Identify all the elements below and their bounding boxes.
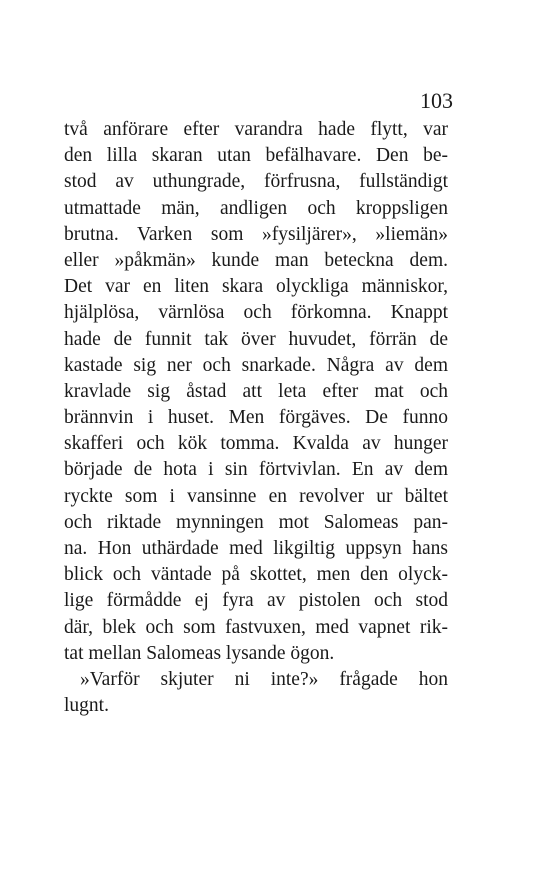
text-line: hade de funnit tak över huvudet, förrän de xyxy=(64,328,448,350)
text-line: där, blek och som fastvuxen, med vapnet rik- xyxy=(64,616,448,638)
text-line: två anförare efter varandra hade flytt, var xyxy=(64,119,448,140)
text-line: började de hota i sin förtvivlan. En av dem xyxy=(64,459,448,481)
text-line: kravlade sig åstad att leta efter mat och xyxy=(64,380,448,402)
text-line: eller »påkmän» kunde man beteckna dem. xyxy=(64,249,448,271)
text-line: »Varför skjuter ni inte?» frågade hon xyxy=(80,668,448,690)
text-line: Det var en liten skara olyckliga människor, xyxy=(64,276,448,298)
text-line: stod av uthungrade, förfrusna, fullständigt xyxy=(64,171,448,193)
text-line: skafferi och kök tomma. Kvalda av hunger xyxy=(64,433,448,455)
text-line: den lilla skaran utan befälhavare. Den be- xyxy=(64,145,448,167)
text-line: brutna. Varken som »fysiljärer», »liemän» xyxy=(64,223,448,245)
text-line: lugnt. xyxy=(64,695,109,717)
text-line: kastade sig ner och snarkade. Några av dem xyxy=(64,354,448,376)
text-line: brännvin i huset. Men förgäves. De funno xyxy=(64,407,448,429)
body-text xyxy=(64,117,448,719)
text-line: ryckte som i vansinne en revolver ur bältet xyxy=(64,485,448,507)
text-line: na. Hon uthärdade med likgiltig uppsyn hans xyxy=(64,538,448,559)
text-line: och riktade mynningen mot Salomeas pan- xyxy=(64,511,448,533)
text-line: utmattade män, andligen och kroppsligen xyxy=(64,197,448,219)
text-line: blick och väntade på skottet, men den olyck- xyxy=(64,564,448,586)
text-line: hjälplösa, värnlösa och förkomna. Knappt xyxy=(64,302,448,324)
text-line: lige förmådde ej fyra av pistolen och stod xyxy=(64,590,448,612)
page-number: 103 xyxy=(420,88,453,113)
text-line: tat mellan Salomeas lysande ögon. xyxy=(64,642,335,664)
